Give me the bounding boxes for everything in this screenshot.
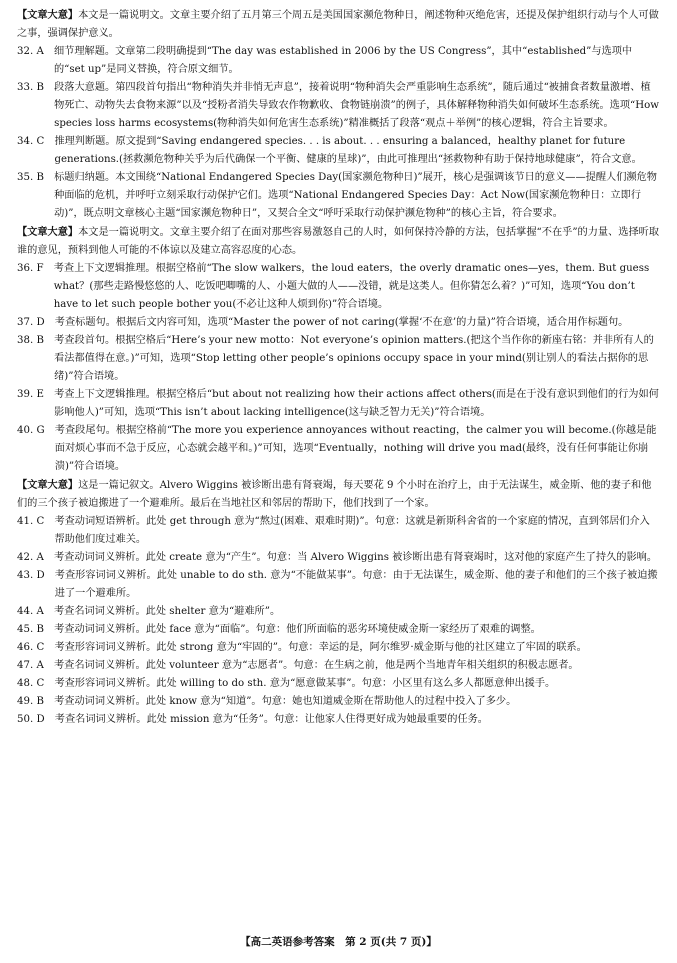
answer-item <box>17 675 660 693</box>
answer-item <box>17 657 660 675</box>
answer-number: 41. C <box>17 516 55 527</box>
answer-item <box>17 43 660 79</box>
answer-item <box>17 314 660 332</box>
answer-number: 44. A <box>17 606 54 617</box>
answer-item <box>17 603 660 621</box>
answer-number: 40. G <box>17 425 55 436</box>
answer-explanation: 考查标题句。根据后文内容可知，选项“Master the power of not caring(掌握‘不在意’的力量)”符合语境，适合用作标题句。 <box>54 317 629 328</box>
answer-number: 39. E <box>17 389 55 400</box>
answer-number: 50. D <box>17 714 55 725</box>
answer-explanation: 考查动词词义辨析。此处 face 意为“面临”。句意：他们所面临的恶劣环境使威金斯一家经历了艰难的调整。 <box>54 624 541 635</box>
answer-number: 43. D <box>17 570 55 581</box>
answer-number: 42. A <box>17 552 54 563</box>
answer-item <box>17 169 660 223</box>
answer-item <box>17 386 660 422</box>
answer-explanation: 考查上下文逻辑推理。根据空格后“but about not realizing how their actions affect others(而是在于没有意识到他们的行为如何影响他人)”可知，选项“This isn’t about lacking intelligence(这与缺乏智力无关)”符合语境。 <box>54 389 659 418</box>
answer-explanation: 标题归纳题。本文围绕“National Endangered Species Day(国家濒危物种日)”展开，核心是强调该节日的意义——提醒人们濒危物种面临的危机，并呼吁立刻采取行动保护它们。选项“National Endangered Species Day：Act Now(国家濒危物种日：立即行动)”，既点明文章核心主题“国家濒危物种日”，又契合全文“呼吁采取行动保护濒危物种”的核心主旨，符合要求。 <box>54 172 657 219</box>
answer-explanation: 考查名词词义辨析。此处 volunteer 意为“志愿者”。句意：在生病之前，他是两个当地青年相关组织的积极志愿者。 <box>53 660 579 671</box>
answer-item <box>17 549 660 567</box>
answer-explanation: 考查动词词义辨析。此处 create 意为“产生”。句意：当 Alvero Wiggins 被诊断出患有肾衰竭时，这对他的家庭产生了持久的影响。 <box>53 552 658 563</box>
article-summary <box>17 476 660 513</box>
answer-item <box>17 711 660 729</box>
answer-item <box>17 133 660 169</box>
answer-explanation: 推理判断题。原文提到“Saving endangered species. . . is about. . . ensuring a balanced，healthy planet for future generations.(拯救濒危物种关乎为后代确保一个平衡、健康的星球)”，由此可推理出“拯救物种有助于保持地球健康”，符合文意。 <box>54 136 642 165</box>
answer-item <box>17 332 660 386</box>
answer-content <box>17 6 660 729</box>
answer-number: 37. D <box>17 317 55 328</box>
summary-text: 本文是一篇说明文。文章主要介绍了在面对那些容易激怒自己的人时，如何保持冷静的方法，包括掌握“不在乎”的力量、选择听取谁的意见，预料到他人可能的不体谅以及建立高容忍度的心态。 <box>17 227 660 256</box>
answer-explanation: 细节理解题。文章第二段明确提到“The day was established in 2006 by the US Congress”，其中“established”与选项中的“set up”是同义替换，符合原文细节。 <box>53 46 633 75</box>
answer-number: 45. B <box>17 624 55 635</box>
answer-number: 48. C <box>17 678 55 689</box>
summary-text: 这是一篇记叙文。Alvero Wiggins 被诊断出患有肾衰竭，每天要花 9 个小时在治疗上，由于无法谋生，威金斯、他的妻子和他们的三个孩子被迫搬进了一个避难所。最后在当地社区和邻居的帮助下，他们找到了一个家。 <box>17 480 652 509</box>
summary-text: 本文是一篇说明文。文章主要介绍了五月第三个周五是美国国家濒危物种日，阐述物种灭绝危害，还提及保护组织行动与个人可做之事，强调保护意义。 <box>17 10 659 39</box>
answer-item <box>17 567 660 603</box>
answer-explanation: 考查段首句。根据空格后“Here’s your new motto：Not everyone’s opinion matters.(把这个当作你的新座右铭：并非所有人的看法都值得在意。)”可知，选项“Stop letting other people’s opinions occupy space in your mind(别让别人的看法占据你的思绪)”符合语境。 <box>54 335 654 382</box>
answer-explanation: 考查名词词义辨析。此处 mission 意为“任务”。句意：让他家人住得更好成为她最重要的任务。 <box>54 714 488 725</box>
article-summary <box>17 6 660 43</box>
article-summary <box>17 223 660 260</box>
answer-item <box>17 639 660 657</box>
answer-explanation: 考查形容词词义辨析。此处 strong 意为“牢固的”。句意：幸运的是，阿尔维罗·威金斯与他的社区建立了牢固的联系。 <box>54 642 587 653</box>
answer-item <box>17 693 660 711</box>
summary-tag: 【文章大意】 <box>17 9 79 21</box>
answer-number: 47. A <box>17 660 54 671</box>
answer-explanation: 考查形容词词义辨析。此处 unable to do sth. 意为“不能做某事”。句意：由于无法谋生，威金斯、他的妻子和他们的三个孩子被迫搬进了一个避难所。 <box>54 570 658 599</box>
answer-explanation: 段落大意题。第四段首句指出“物种消失并非悄无声息”，接着说明“物种消失会严重影响生态系统”，随后通过“被捕食者数量激增、植物死亡、动物失去食物来源”以及“授粉者消失导致农作物歉收、食物链崩溃”的例子，具体解释物种消失如何破坏生态系统。选项“How species loss harms ecosystems(物种消失如何危害生态系统)”精准概括了段落“观点＋举例”的核心逻辑，符合主旨要求。 <box>54 82 660 129</box>
answer-number: 33. B <box>17 82 55 93</box>
answer-item <box>17 422 660 476</box>
answer-number: 32. A <box>17 46 54 57</box>
answer-explanation: 考查段尾句。根据空格前“The more you experience annoyances without reacting，the calmer you will become.(你越是能面对烦心事而不急于反应，心态就会越平和。)”可知，选项“Eventually，nothing will drive you mad(最终，没有任何事能让你崩溃)”符合语境。 <box>54 425 657 472</box>
answer-item <box>17 260 660 314</box>
answer-explanation: 考查动词短语辨析。此处 get through 意为“熬过(困难、艰难时期)”。句意：这就是新斯科舍省的一个家庭的情况，直到邻居们介入帮助他们度过难关。 <box>54 516 650 545</box>
answer-number: 46. C <box>17 642 55 653</box>
page-footer: 【高二英语参考答案 第 2 页(共 7 页)】 <box>240 936 437 948</box>
answer-number: 35. B <box>17 172 55 183</box>
answer-item <box>17 621 660 639</box>
answer-number: 34. C <box>17 136 55 147</box>
answer-explanation: 考查上下文逻辑推理。根据空格前“The slow walkers，the loud eaters，the overly dramatic ones—yes，them. But guess what？(那些走路慢悠悠的人、吃饭吧唧嘴的人、小题大做的人——没错，就是这类人。但你猜怎么着？)”可知，选项“You don’t have to let such people bother you(不必让这种人烦到你)”符合语境。 <box>53 263 650 310</box>
answer-item <box>17 513 660 549</box>
summary-tag: 【文章大意】 <box>17 479 79 491</box>
answer-item <box>17 79 660 133</box>
answer-explanation: 考查形容词词义辨析。此处 willing to do sth. 意为“愿意做某事”。句意：小区里有这么多人都愿意伸出援手。 <box>54 678 556 689</box>
summary-tag: 【文章大意】 <box>17 226 79 238</box>
answer-explanation: 考查动词词义辨析。此处 know 意为“知道”。句意：她也知道威金斯在帮助他人的过程中投入了多少。 <box>54 696 517 707</box>
answer-number: 36. F <box>17 263 54 274</box>
answer-explanation: 考查名词词义辨析。此处 shelter 意为“避难所”。 <box>53 606 281 617</box>
answer-number: 49. B <box>17 696 55 707</box>
answer-number: 38. B <box>17 335 55 346</box>
